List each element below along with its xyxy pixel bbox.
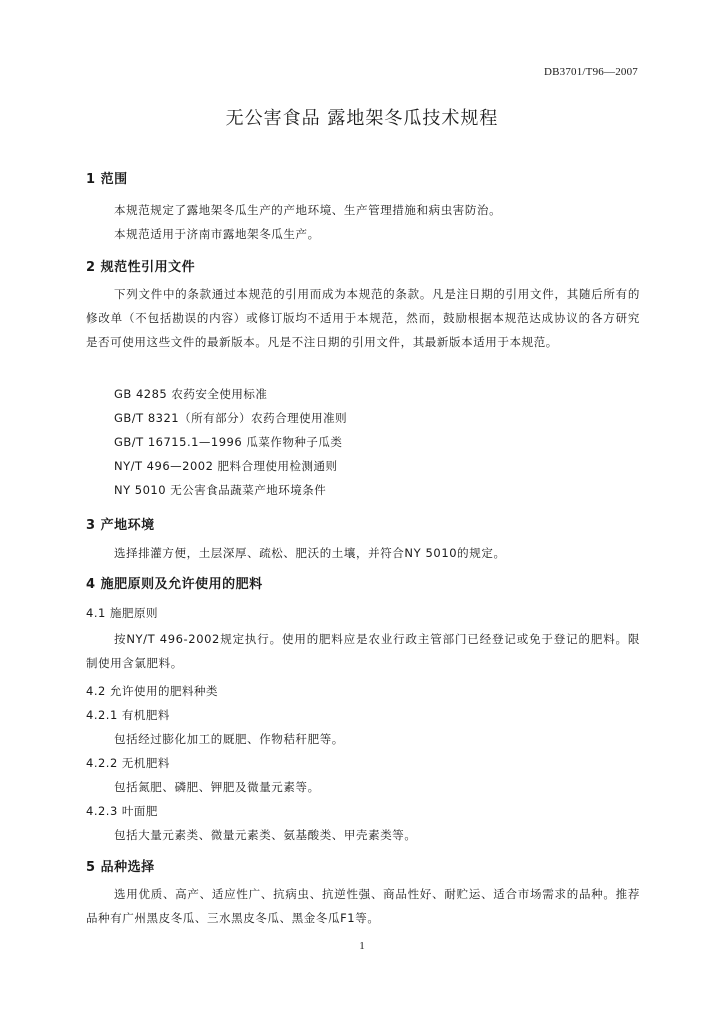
reference-item: NY 5010 无公害食品蔬菜产地环境条件	[114, 483, 327, 497]
section-3-heading: 3 产地环境	[86, 518, 155, 533]
reference-item: GB/T 8321（所有部分）农药合理使用准则	[114, 411, 348, 425]
document-number: DB3701/T96—2007	[543, 66, 638, 78]
section-4-2-heading: 4.2 允许使用的肥料种类	[86, 684, 218, 698]
section-4-2-1-text: 包括经过膨化加工的厩肥、作物秸秆肥等。	[114, 732, 344, 746]
reference-item: GB 4285 农药安全使用标准	[114, 387, 268, 401]
section-4-1-text: 按NY/T 496-2002规定执行。使用的肥料应是农业行政主管部门已经登记或免于登记的肥料。限制使用含氯肥料。	[86, 632, 640, 670]
section-3-paragraph: 选择排灌方便，土层深厚、疏松、肥沃的土壤，并符合NY 5010的规定。	[114, 546, 506, 560]
section-4-2-1-heading: 4.2.1 有机肥料	[86, 708, 170, 722]
page-number: 1	[359, 940, 365, 952]
section-4-1-heading: 4.1 施肥原则	[86, 606, 158, 620]
section-1-heading: 1 范围	[86, 172, 128, 187]
reference-item: NY/T 496—2002 肥料合理使用检测通则	[114, 459, 338, 473]
section-4-2-3-heading: 4.2.3 叶面肥	[86, 804, 158, 818]
section-5-heading: 5 品种选择	[86, 860, 155, 875]
section-1-paragraph-2: 本规范适用于济南市露地架冬瓜生产。	[114, 227, 320, 241]
reference-item: GB/T 16715.1—1996 瓜菜作物种子瓜类	[114, 435, 343, 449]
section-1-paragraph-1: 本规范规定了露地架冬瓜生产的产地环境、生产管理措施和病虫害防治。	[114, 203, 502, 217]
section-4-2-2-heading: 4.2.2 无机肥料	[86, 756, 170, 770]
section-2-heading: 2 规范性引用文件	[86, 260, 196, 275]
section-4-heading: 4 施肥原则及允许使用的肥料	[86, 577, 263, 592]
section-4-2-3-text: 包括大量元素类、微量元素类、氨基酸类、甲壳素类等。	[114, 828, 417, 842]
section-5-paragraph: 选用优质、高产、适应性广、抗病虫、抗逆性强、商品性好、耐贮运、适合市场需求的品种。推荐品种有广州黑皮冬瓜、三水黑皮冬瓜、黑金冬瓜F1等。	[86, 887, 640, 925]
document-title: 无公害食品 露地架冬瓜技术规程	[225, 108, 499, 129]
section-2-intro: 下列文件中的条款通过本规范的引用而成为本规范的条款。凡是注日期的引用文件，其随后所有的修改单（不包括勘误的内容）或修订版均不适用于本规范，然而，鼓励根据本规范达成协议的各方研究是否可使用这些文件的最新版本。凡是不注日期的引用文件，其最新版本适用于本规范。	[86, 287, 640, 349]
section-4-2-2-text: 包括氮肥、磷肥、钾肥及微量元素等。	[114, 780, 320, 794]
